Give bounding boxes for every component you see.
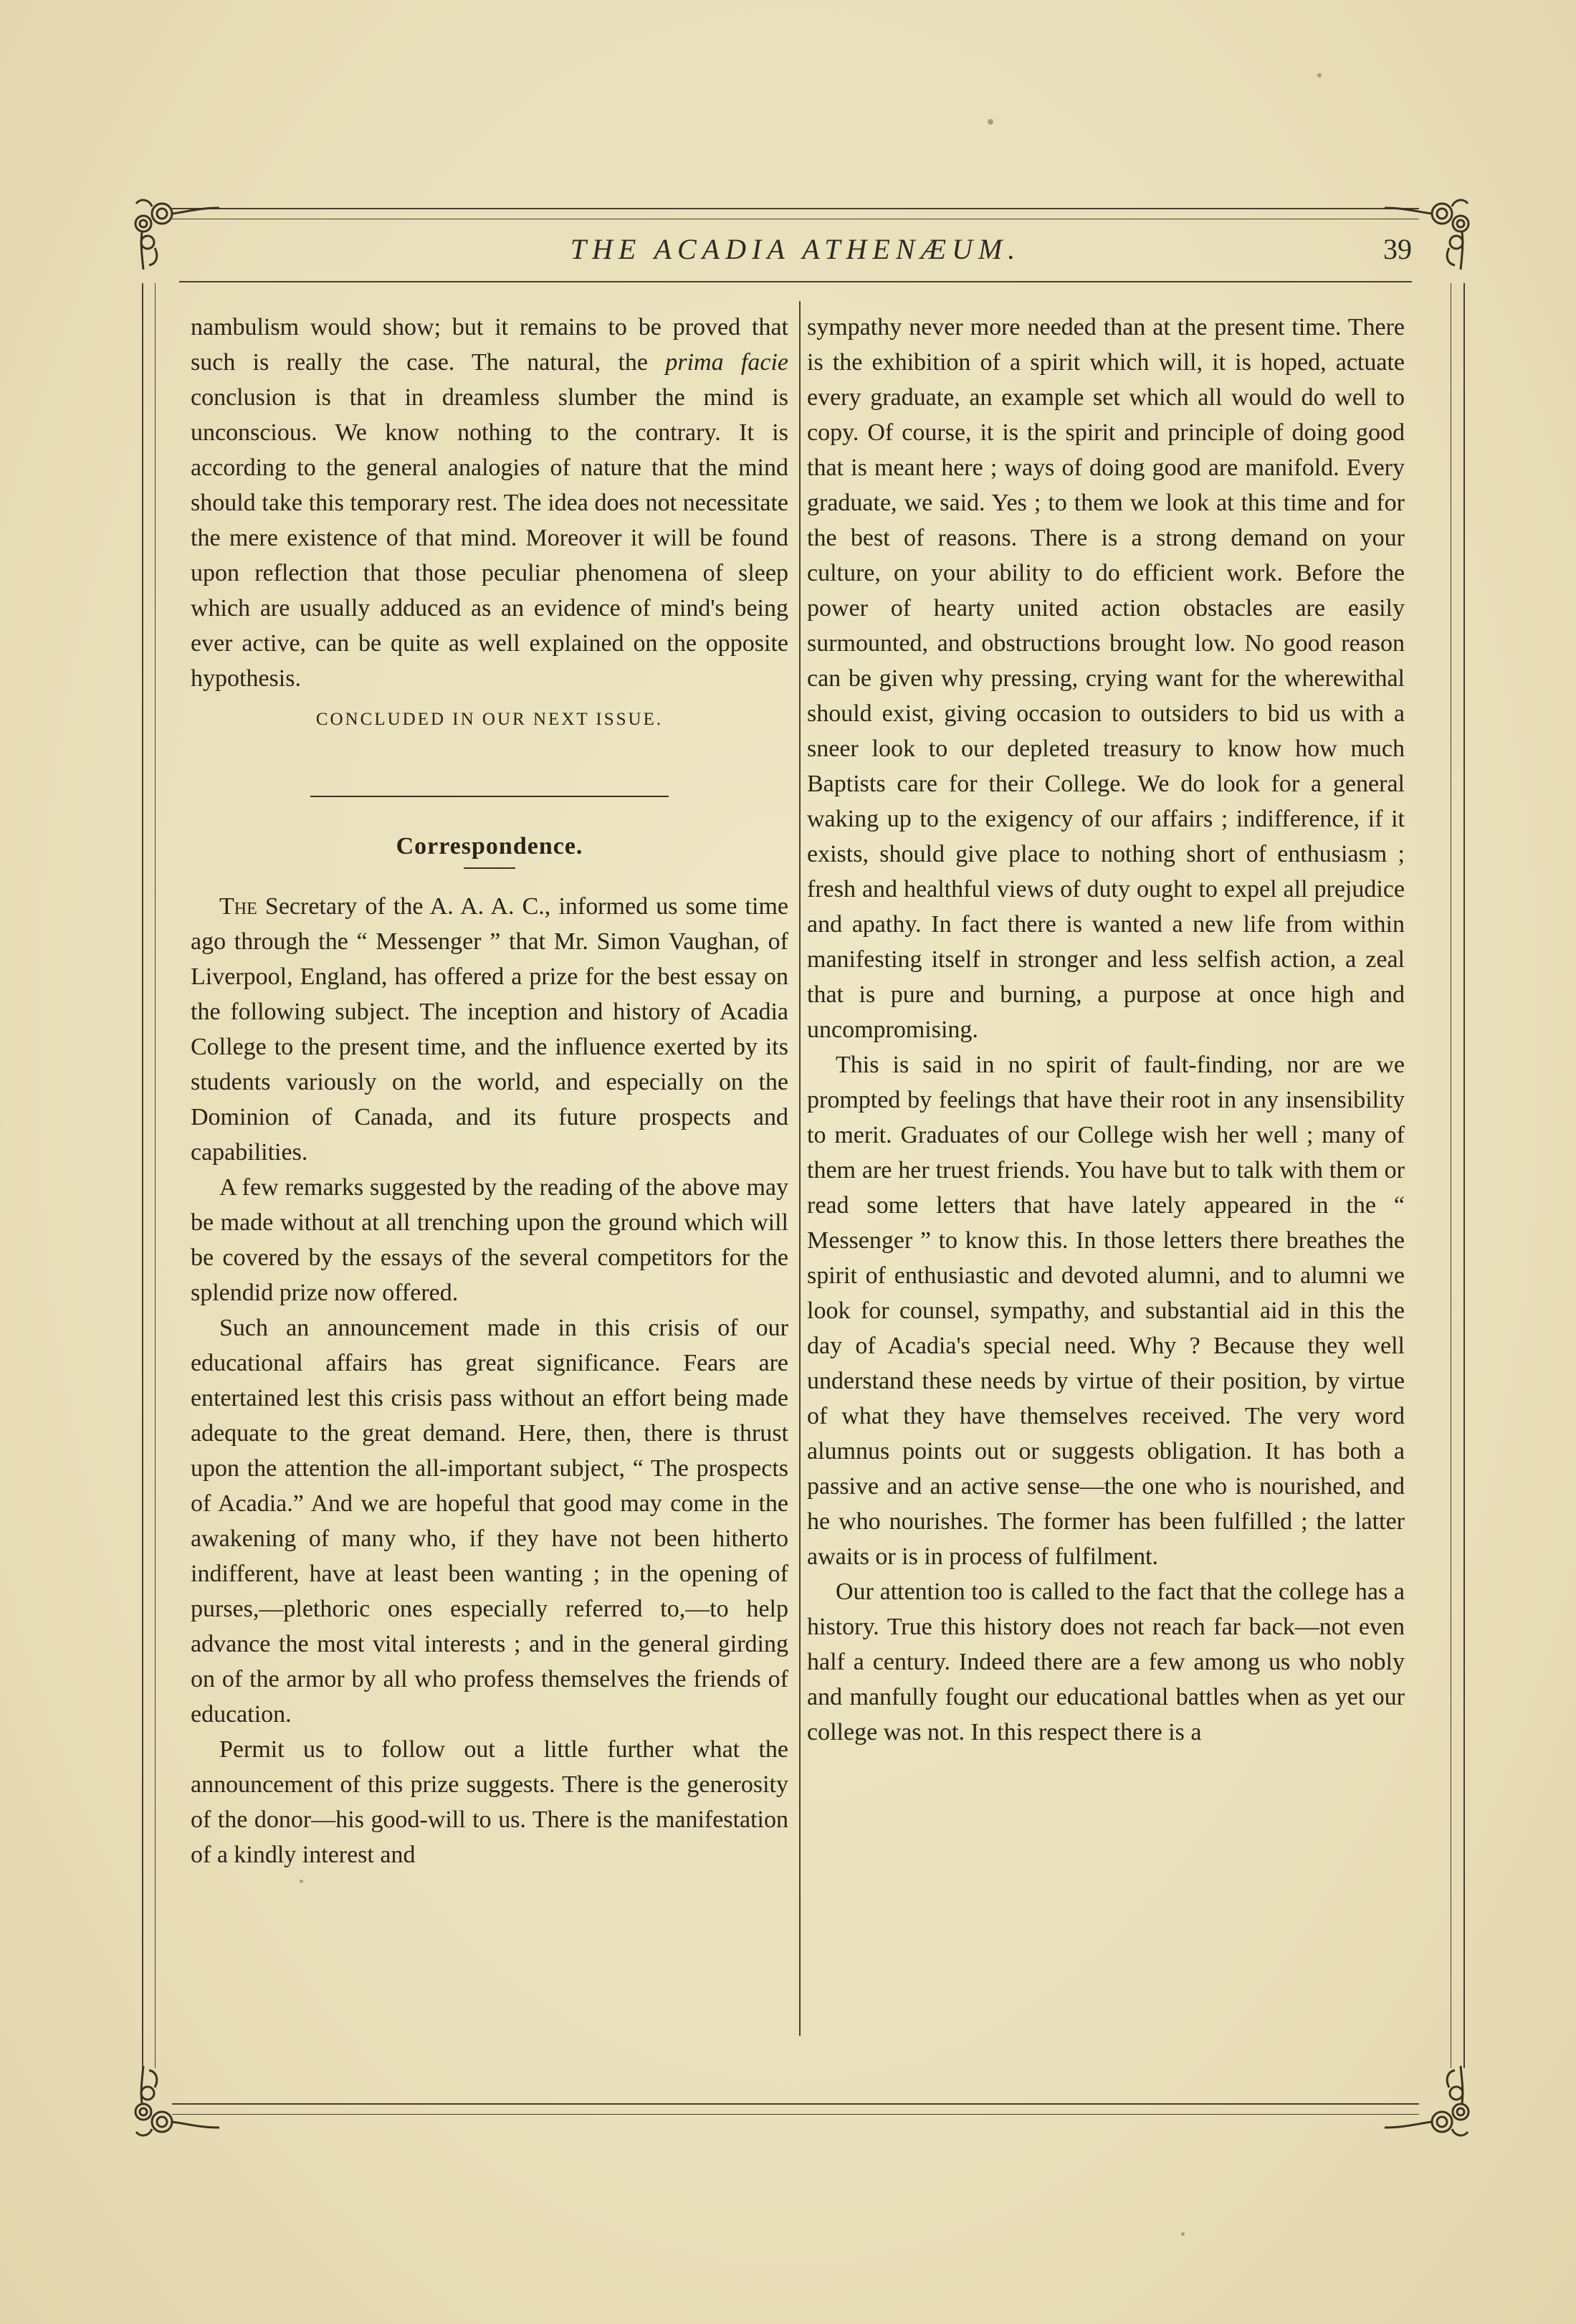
page-number: 39 <box>1383 233 1412 265</box>
right-paragraph-2: This is said in no spirit of fault-finding, nor are we prompted by feelings that have their root in any insensibility to merit. Graduates of our College wish her well ; many of them are her truest friends. You have but to talk with them or read some letters that have lately appeared in the “ Messenger ” to know this. In those letters there breathes the spirit of enthusiastic and devoted alumni, and to alumni we look for counsel, sympathy, and substantial aid in this the day of Acadia's special need. Why ? Because they well understand these needs by virtue of their position, by virtue of what they have themselves received. The very word alumnus points out or suggests obligation. It has both a passive and an active sense—the one who is nourished, and he who nourishes. The former has been fulfilled ; the latter awaits or is in process of fulfilment. <box>807 1052 1405 1570</box>
correspondence-paragraph-1 <box>191 889 788 1170</box>
frame-top-rule <box>172 208 1419 209</box>
continued-text: nambulism would show; but it remains to be proved that such is really the case. The natural, the <box>191 314 788 376</box>
left-column <box>191 310 788 1872</box>
continued-text-rest: conclusion is that in dreamless slumber the mind is unconscious. We know nothing to the contrary. It is according to the general analogies of nature that the mind should take this temporary rest. The idea does not necessitate the mere existence of that mind. Moreover it will be found upon reflection that those peculiar phenomena of sleep which are usually adduced as an evidence of mind's being ever active, can be quite as well explained on the opposite hypothesis. <box>191 384 788 692</box>
paper-speck <box>300 1880 303 1883</box>
continued-paragraph <box>191 310 788 696</box>
frame-bottom-rule <box>172 2103 1419 2105</box>
paragraph-text: Secretary of the A. A. A. C., informed us some time ago through the “ Messenger ” that Mr. Simon Vaughan, of Liverpool, England, has offered a prize for the best essay on the following subject. The inception and history of Acadia College to the present time, and the influence exerted by its students variously on the world, and especially on the Dominion of Canada, and its future prospects and capabilities. <box>191 893 788 1166</box>
lead-word: The <box>219 893 257 920</box>
journal-title: THE ACADIA ATHENÆUM. <box>570 233 1021 265</box>
column-divider <box>799 301 801 2036</box>
correspondence-paragraph-2: A few remarks suggested by the reading of the above may be made without at all trenching upon the ground which will be covered by the essays of the several competitors for the splendid prize now offered. <box>191 1174 788 1306</box>
right-column <box>807 310 1405 1750</box>
heading-underline <box>464 867 515 869</box>
right-paragraph-1: sympathy never more needed than at the present time. There is the exhibition of a spirit which will, it is hoped, actuate every graduate, an example set which all would do well to copy. Of course, it is the spirit and principle of doing good that is meant here ; ways of doing good are manifold. Every graduate, we said. Yes ; to them we look at this time and for the best of reasons. There is a strong demand on your culture, on your ability to do efficient work. Before the power of hearty united action obstacles are easily surmounted, and obstructions brought low. No good reason can be given why pressing, crying want for the wherewithal should exist, giving occasion to outsiders to bid us with a sneer look to our depleted treasury to know how much Baptists care for their College. We do look for a general waking up to the exigency of our affairs ; indifference, if it exists, should give place to nothing short of enthusiasm ; fresh and healthful views of duty ought to expel all prejudice and apathy. In fact there is wanted a new life from within manifesting itself in stronger and less selfish action, a zeal that is pure and burning, a purpose at once high and uncompromising. <box>807 314 1405 1043</box>
frame-right-rule <box>1463 283 1465 2068</box>
header-rule <box>179 281 1412 282</box>
section-heading: Correspondence. <box>396 833 583 859</box>
frame-left-rule <box>142 283 143 2068</box>
corner-ornament-bottom-left <box>128 2065 221 2143</box>
concluded-note: CONCLUDED IN OUR NEXT ISSUE. <box>315 710 664 729</box>
frame-bottom-inner-rule <box>172 2114 1419 2115</box>
frame-left-inner-rule <box>155 283 156 2068</box>
paper-speck <box>1181 2232 1185 2236</box>
latin-phrase: prima facie <box>665 349 788 376</box>
right-paragraph-3: Our attention too is called to the fact that the college has a history. True this history does not reach far back—not even half a century. Indeed there are a few among us who nobly and manfully fought our educational battles when as yet our college was not. In this respect there is a <box>807 1578 1405 1746</box>
running-head <box>179 228 1412 278</box>
paper-speck <box>1317 73 1322 77</box>
correspondence-paragraph-3: Such an announcement made in this crisis of our educational affairs has great significance. Fears are entertained lest this crisis pass without an effort being made adequate to the great demand. Here, then, there is thrust upon the attention the all-important subject, “ The prospects of Acadia.” And we are hopeful that good may come in the awakening of many who, if they have not been hitherto indifferent, have at least been wanting ; in the opening of purses,—plethoric ones especially referred to,—to help advance the most vital interests ; and in the general girding on of the armor by all who profess themselves the friends of education. <box>191 1315 788 1728</box>
section-rule <box>310 796 669 797</box>
corner-ornament-bottom-right <box>1383 2065 1476 2143</box>
correspondence-paragraph-4: Permit us to follow out a little further what the announcement of this prize suggests. There is the generosity of the donor—his good-will to us. There is the manifestation of a kindly interest and <box>191 1736 788 1868</box>
paper-speck <box>988 119 993 125</box>
